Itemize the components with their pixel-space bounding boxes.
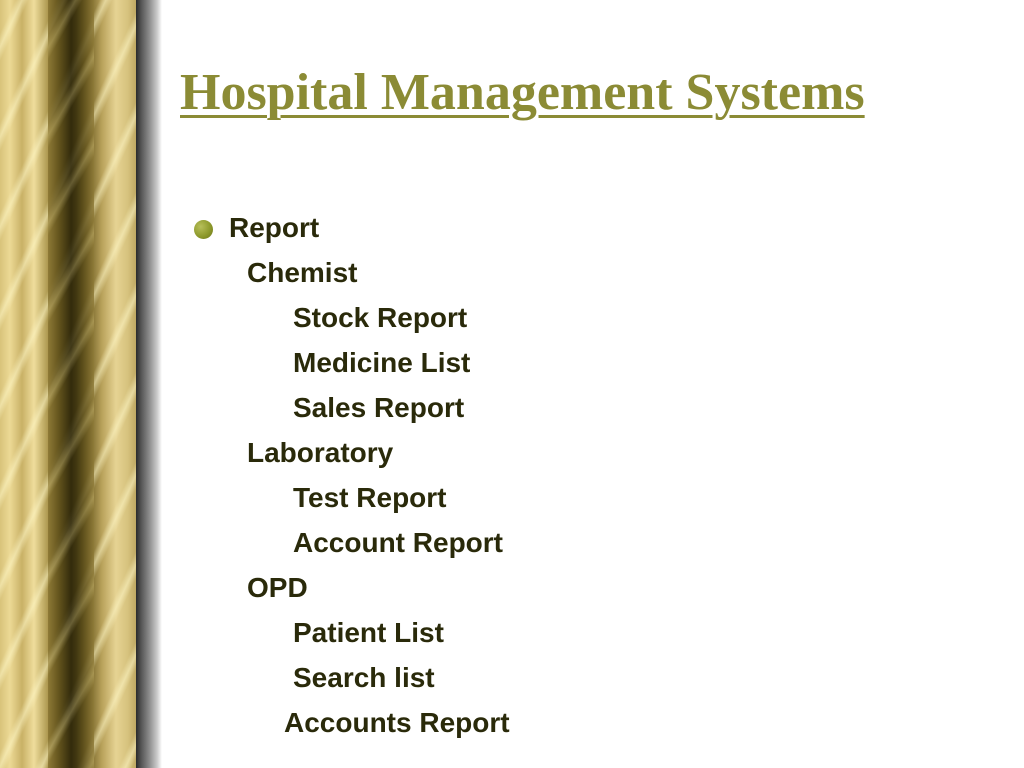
outline-item-report: Report <box>229 212 320 243</box>
outline-item-opd: OPD <box>247 572 308 603</box>
outline-item-test-report: Test Report <box>293 482 447 513</box>
outline-item-search-list: Search list <box>293 662 435 693</box>
outline-item-laboratory: Laboratory <box>247 437 394 468</box>
outline-item-patient-list: Patient List <box>293 617 444 648</box>
slide-title: Hospital Management Systems <box>180 64 865 121</box>
outline-item-medicine-list: Medicine List <box>293 347 471 378</box>
outline-item-stock-report: Stock Report <box>293 302 468 333</box>
outline-item-chemist: Chemist <box>247 257 358 288</box>
outline-item-accounts-report: Accounts Report <box>284 707 510 738</box>
outline-item-sales-report: Sales Report <box>293 392 465 423</box>
outline-item-account-report: Account Report <box>293 527 503 558</box>
